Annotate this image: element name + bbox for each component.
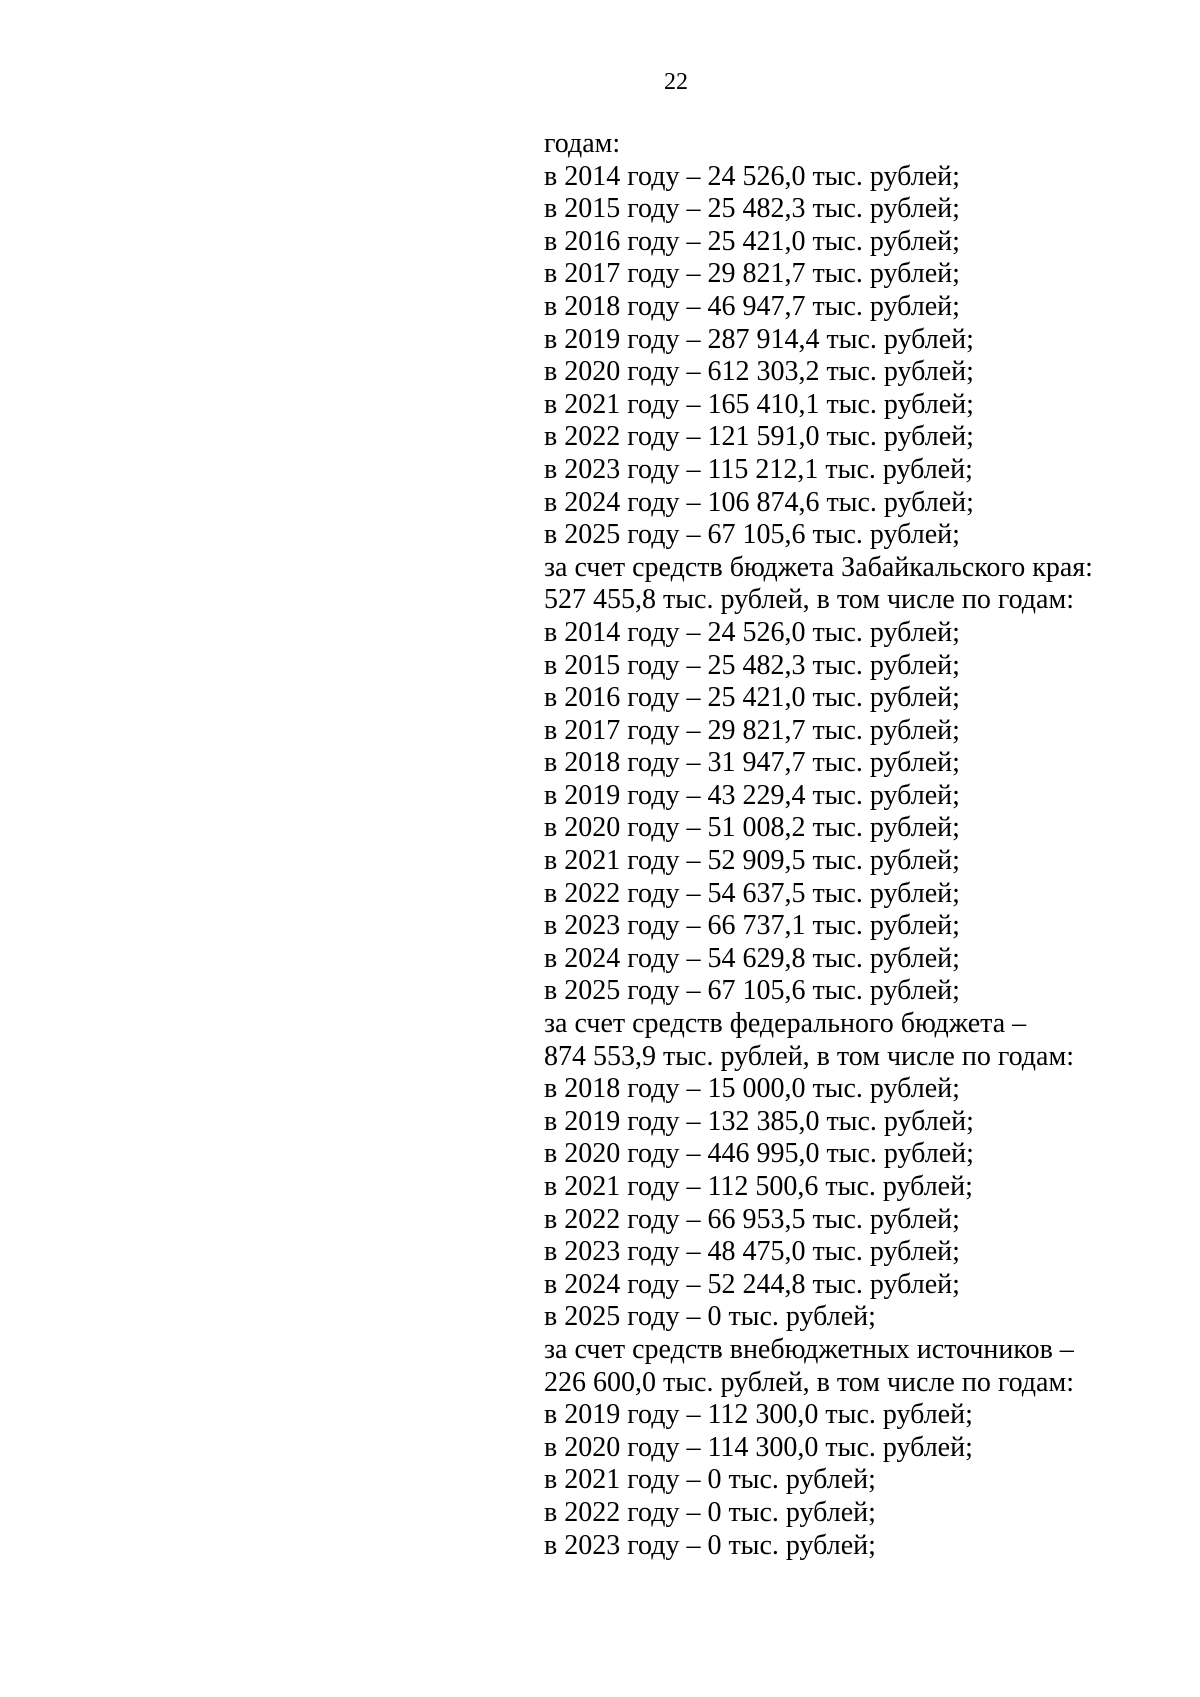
document-line: в 2021 году – 165 410,1 тыс. рублей; [544, 388, 974, 420]
document-line: в 2014 году – 24 526,0 тыс. рублей; [544, 160, 960, 192]
document-line: в 2020 году – 446 995,0 тыс. рублей; [544, 1138, 974, 1170]
document-line: в 2017 году – 29 821,7 тыс. рублей; [544, 258, 960, 290]
document-line: за счет средств бюджета Забайкальского края: [544, 551, 1093, 583]
document-line: в 2015 году – 25 482,3 тыс. рублей; [544, 649, 960, 681]
document-line: годам: [544, 128, 621, 159]
document-line: в 2022 году – 121 591,0 тыс. рублей; [544, 421, 974, 453]
document-line: в 2014 году – 24 526,0 тыс. рублей; [544, 616, 960, 648]
document-line: в 2019 году – 112 300,0 тыс. рублей; [544, 1399, 973, 1431]
document-line: 874 553,9 тыс. рублей, в том числе по годам: [544, 1040, 1074, 1072]
document-line: в 2024 году – 54 629,8 тыс. рублей; [544, 942, 960, 974]
document-line: в 2023 году – 66 737,1 тыс. рублей; [544, 910, 960, 942]
document-line: 527 455,8 тыс. рублей, в том числе по годам: [544, 584, 1074, 616]
document-line: в 2016 году – 25 421,0 тыс. рублей; [544, 225, 960, 257]
document-line: в 2021 году – 112 500,6 тыс. рублей; [544, 1171, 973, 1202]
document-line: в 2016 году – 25 421,0 тыс. рублей; [544, 682, 960, 714]
page-number: 22 [664, 69, 688, 95]
document-line: в 2020 году – 612 303,2 тыс. рублей; [544, 356, 974, 388]
document-line: в 2024 году – 106 874,6 тыс. рублей; [544, 486, 974, 518]
document-line: в 2017 году – 29 821,7 тыс. рублей; [544, 714, 960, 746]
document-text-column [544, 128, 1184, 1562]
document-line: в 2023 году – 115 212,1 тыс. рублей; [544, 453, 973, 485]
document-line: в 2023 году – 48 475,0 тыс. рублей; [544, 1236, 960, 1268]
document-line: в 2018 году – 46 947,7 тыс. рублей; [544, 290, 960, 322]
document-line: за счет средств внебюджетных источников – [544, 1333, 1074, 1365]
document-line: в 2022 году – 54 637,5 тыс. рублей; [544, 877, 960, 909]
document-line: в 2022 году – 66 953,5 тыс. рублей; [544, 1203, 960, 1235]
document-line: в 2023 году – 0 тыс. рублей; [544, 1529, 876, 1561]
document-line: в 2019 году – 43 229,4 тыс. рублей; [544, 779, 960, 811]
document-line: в 2019 году – 132 385,0 тыс. рублей; [544, 1105, 974, 1137]
document-line: в 2018 году – 31 947,7 тыс. рублей; [544, 747, 960, 779]
document-line: в 2024 году – 52 244,8 тыс. рублей; [544, 1268, 960, 1300]
document-line: в 2015 году – 25 482,3 тыс. рублей; [544, 193, 960, 225]
document-line: в 2025 году – 67 105,6 тыс. рублей; [544, 519, 960, 551]
document-line: в 2018 году – 15 000,0 тыс. рублей; [544, 1073, 960, 1105]
document-line: 226 600,0 тыс. рублей, в том числе по годам: [544, 1366, 1074, 1398]
document-line: в 2019 году – 287 914,4 тыс. рублей; [544, 323, 974, 355]
document-line: в 2021 году – 52 909,5 тыс. рублей; [544, 845, 960, 877]
document-line: за счет средств федерального бюджета – [544, 1008, 1027, 1040]
document-line: в 2025 году – 0 тыс. рублей; [544, 1301, 876, 1333]
document-line: в 2021 году – 0 тыс. рублей; [544, 1464, 876, 1496]
document-line: в 2025 году – 67 105,6 тыс. рублей; [544, 975, 960, 1007]
document-line: в 2020 году – 51 008,2 тыс. рублей; [544, 812, 960, 844]
document-line: в 2022 году – 0 тыс. рублей; [544, 1496, 876, 1528]
document-line: в 2020 году – 114 300,0 тыс. рублей; [544, 1431, 973, 1463]
